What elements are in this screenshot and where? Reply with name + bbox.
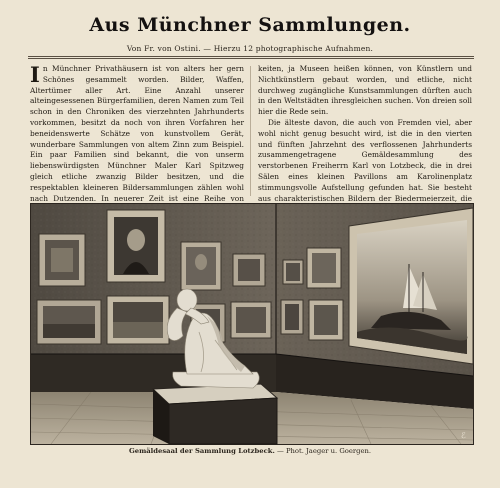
paragraph-left-1 bbox=[30, 64, 244, 215]
column-divider bbox=[250, 66, 251, 196]
photo-monogram: ℰ bbox=[461, 431, 466, 440]
text-column-left bbox=[30, 62, 244, 203]
text-column-right bbox=[258, 64, 472, 203]
gallery-photo-illustration bbox=[31, 204, 473, 444]
header-rule-top bbox=[28, 56, 474, 57]
paragraph-right-2: Die älteste davon, die auch von Fremden viel, aber wohl nicht genug besucht wird, ist die in den vierten und fünften Jahrzehnt des verflossenen Jahrhunderts zusammengetragene Gemäldesammlung des verstorbenen Freiherrn Karl von Lotzbeck, die in drei Sälen eines kleinen Pavillons am Karolinenplatz stimmungsvolle Aufstellung gefunden hat. Sie besteht aus charakteristischen Bildern der Biedermeierzeit, die bbox=[258, 117, 472, 203]
header-rule-bottom bbox=[28, 58, 474, 59]
gallery-photograph bbox=[30, 203, 474, 445]
caption-credit: — Phot. Jaeger u. Goergen. bbox=[274, 447, 372, 455]
caption-title: Gemäldesaal der Sammlung Lotzbeck. bbox=[128, 447, 275, 455]
drop-cap: I bbox=[30, 62, 40, 87]
article-byline: Von Fr. von Ostini. — Hierzu 12 photographische Aufnahmen. bbox=[126, 44, 374, 53]
article-title: Aus Münchner Sammlungen. bbox=[89, 14, 411, 36]
paragraph-left-1-text: n Münchner Privathäusern ist von alters her gern Schönes gesammelt worden. Bilder, Waffen, Altertümer aller Art. Eine Anzahl unserer alteingesessenen Bürgerfamilien, deren Namen zum Teil schon in den Chroniken des vierzehnten Jahrhunderts vorkommen, besitzt da noch von ihren Vorfahren her beneidenswerte Schätze von kunstvollem Gerät, wunderbare Sammlungen von altem Zinn zum Beispiel. Ein paar Familien sind bekannt, die von unserm liebenswürdigsten Münchner Maler Karl Spitzweg gleich etliche zwanzig Bilder besitzen, und die respektablen kleineren Bildersammlungen zählen wohl nach Dutzenden. In neuerer Zeit ist eine Reihe von bbox=[30, 64, 244, 203]
paragraph-right-1: keiten, ja Museen heißen können, von Künstlern und Nichtkünstlern gebaut worden, und etliche, nicht durchweg zugängliche Kunstsammlungen dürften auch in den Weltstädten ihresgleichen suchen. Von dreien soll hier die Rede sein. bbox=[258, 64, 472, 117]
photo-caption bbox=[0, 447, 500, 455]
